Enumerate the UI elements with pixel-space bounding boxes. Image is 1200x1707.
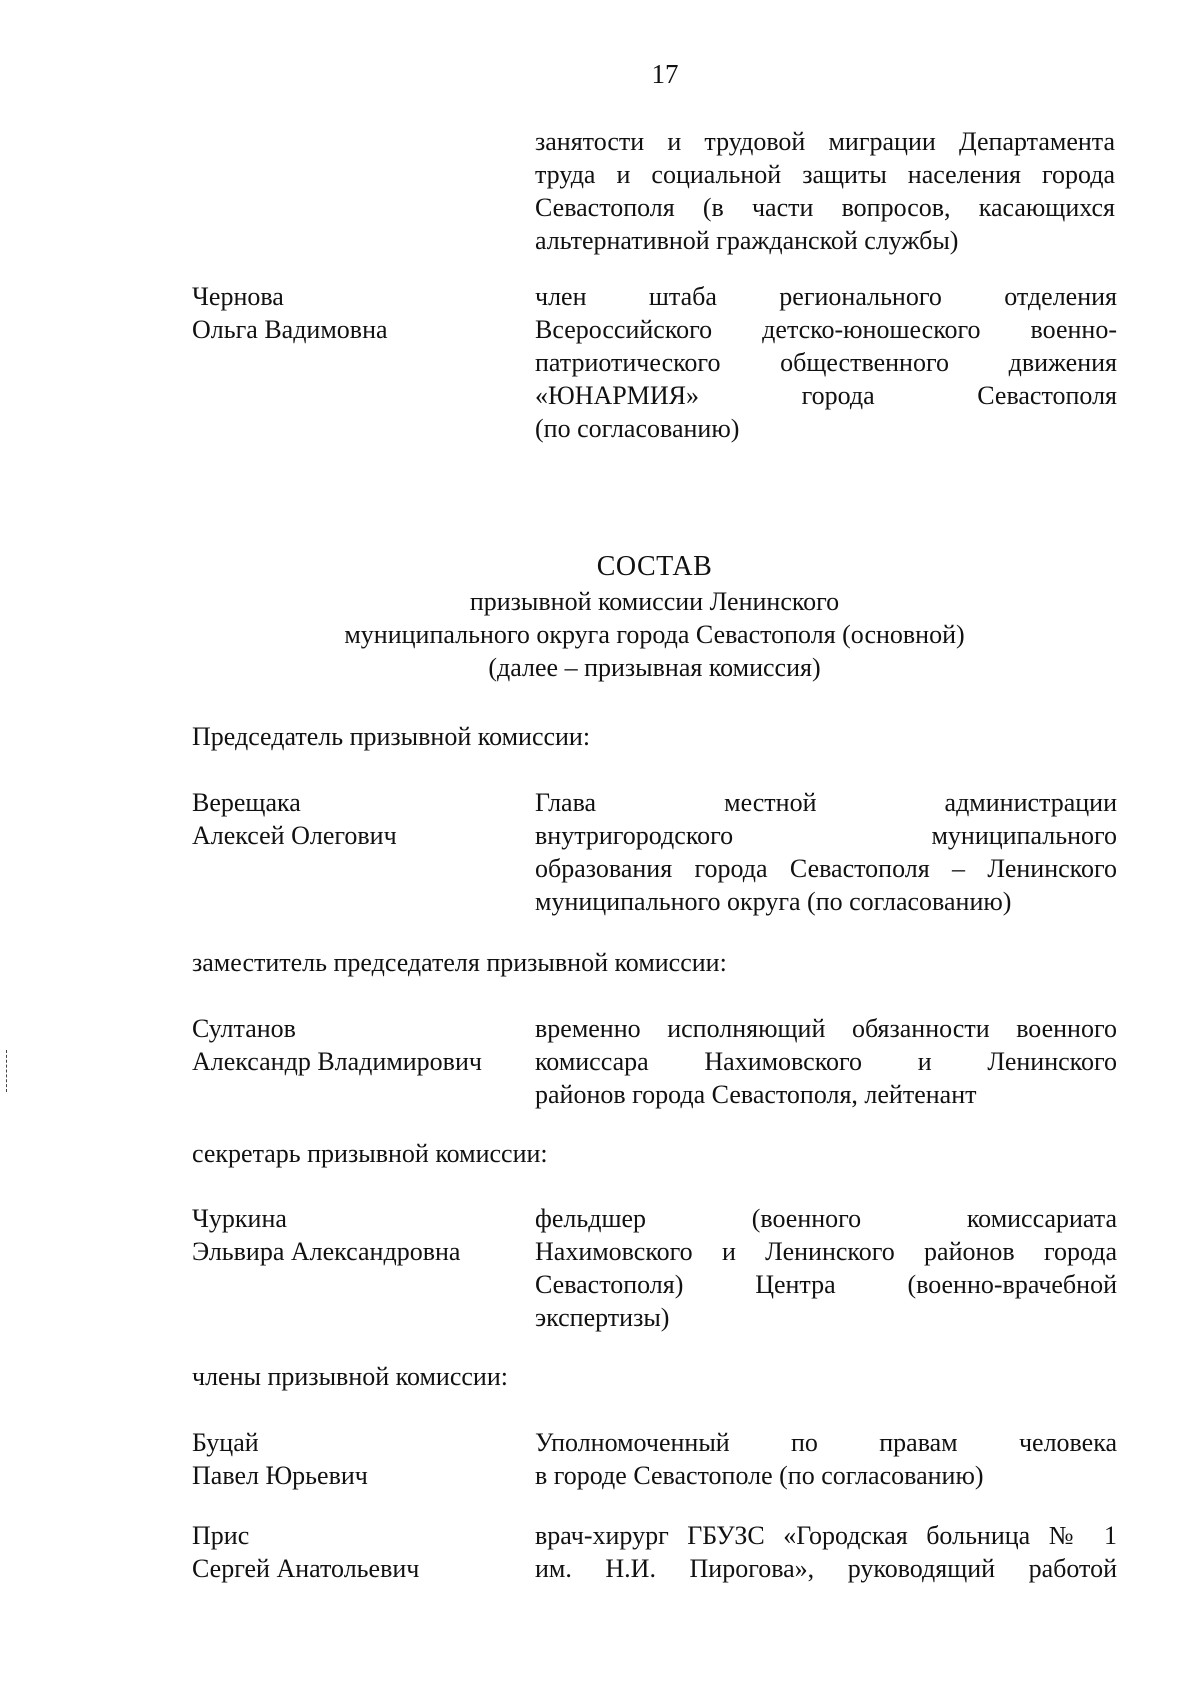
member-entry-vereshchaka <box>192 786 1117 918</box>
member-name <box>192 1012 522 1078</box>
member-entry-pris <box>192 1519 1117 1585</box>
desc-line: «ЮНАРМИЯ» города Севастополя <box>535 381 1117 410</box>
member-given-names: Ольга Вадимовна <box>192 315 388 344</box>
role-members: члены призывной комиссии: <box>192 1362 508 1391</box>
desc-line: внутригородского муниципального <box>535 821 1117 850</box>
member-position <box>535 1519 1117 1585</box>
desc-line: в городе Севастополе (по согласованию) <box>535 1461 984 1490</box>
desc-line: временно исполняющий обязанности военного <box>535 1014 1117 1043</box>
desc-line: экспертизы) <box>535 1303 670 1332</box>
desc-line: член штаба регионального отделения <box>535 282 1117 311</box>
desc-line: Нахимовского и Ленинского районов города <box>535 1237 1117 1266</box>
desc-line: Севастополя (в части вопросов, касающихся <box>535 193 1115 222</box>
member-position <box>535 1202 1117 1334</box>
heading-line: муниципального округа города Севастополя (основной) <box>344 620 965 649</box>
member-position <box>535 280 1117 445</box>
member-name <box>192 280 522 346</box>
role-chairman: Председатель призывной комиссии: <box>192 722 591 751</box>
scan-margin-mark <box>6 1050 8 1092</box>
desc-line: им. Н.И. Пирогова», руководящий работой <box>535 1554 1117 1583</box>
member-surname: Верещака <box>192 788 301 817</box>
member-name <box>192 1426 522 1492</box>
member-surname: Чернова <box>192 282 284 311</box>
role-deputy-chairman: заместитель председателя призывной комиссии: <box>192 948 727 977</box>
desc-line: фельдшер (военного комиссариата <box>535 1204 1117 1233</box>
member-surname: Прис <box>192 1521 250 1550</box>
desc-line: Уполномоченный по правам человека <box>535 1428 1117 1457</box>
heading-line: (далее – призывная комиссия) <box>488 653 821 682</box>
desc-line: альтернативной гражданской службы) <box>535 226 959 255</box>
member-entry-sultanov <box>192 1012 1117 1111</box>
member-position <box>535 1012 1117 1111</box>
desc-line: Глава местной администрации <box>535 788 1117 817</box>
desc-line: Севастополя) Центра (военно-врачебной <box>535 1270 1117 1299</box>
member-surname: Султанов <box>192 1014 296 1043</box>
member-position <box>535 786 1117 918</box>
member-position <box>535 1426 1117 1492</box>
continuation-description <box>535 125 1115 257</box>
desc-line: труда и социальной защиты населения города <box>535 160 1115 189</box>
desc-line: (по согласованию) <box>535 414 740 443</box>
member-surname: Буцай <box>192 1428 259 1457</box>
member-entry-chernova <box>192 280 1117 445</box>
member-given-names: Александр Владимирович <box>192 1047 482 1076</box>
member-name <box>192 1519 522 1585</box>
desc-line: патриотического общественного движения <box>535 348 1117 377</box>
desc-line: занятости и трудовой миграции Департамента <box>535 127 1115 156</box>
member-given-names: Сергей Анатольевич <box>192 1554 420 1583</box>
desc-line: муниципального округа (по согласованию) <box>535 887 1012 916</box>
role-secretary: секретарь призывной комиссии: <box>192 1139 548 1168</box>
section-heading <box>192 550 1117 684</box>
member-surname: Чуркина <box>192 1204 287 1233</box>
member-given-names: Павел Юрьевич <box>192 1461 368 1490</box>
desc-line: врач-хирург ГБУЗС «Городская больница № 1 <box>535 1521 1117 1550</box>
page-number: 17 <box>651 59 679 89</box>
member-given-names: Алексей Олегович <box>192 821 397 850</box>
member-entry-butsai <box>192 1426 1117 1492</box>
desc-line: комиссара Нахимовского и Ленинского <box>535 1047 1117 1076</box>
desc-line: образования города Севастополя – Ленинского <box>535 854 1117 883</box>
member-given-names: Эльвира Александровна <box>192 1237 461 1266</box>
heading-line: призывной комиссии Ленинского <box>469 587 840 616</box>
member-entry-churkina <box>192 1202 1117 1334</box>
desc-line: Всероссийского детско-юношеского военно- <box>535 315 1117 344</box>
desc-line: районов города Севастополя, лейтенант <box>535 1080 977 1109</box>
member-name <box>192 786 522 852</box>
heading-title: СОСТАВ <box>596 551 713 582</box>
member-name <box>192 1202 522 1268</box>
